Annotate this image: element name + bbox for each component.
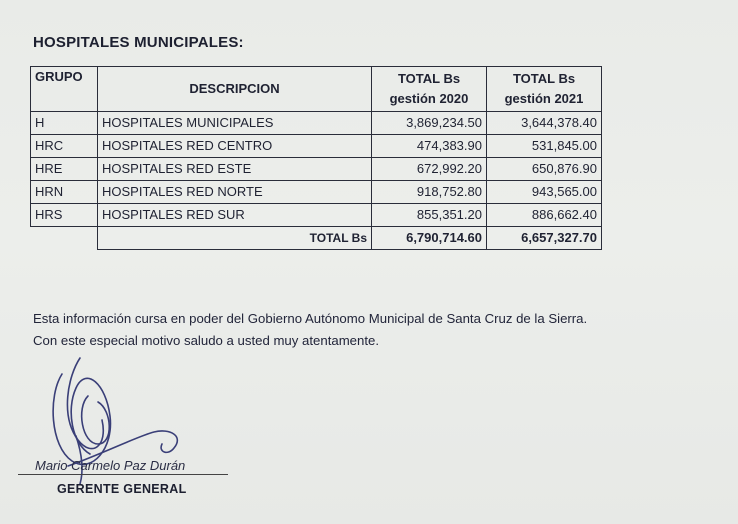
- paragraph-line-1: Esta información cursa en poder del Gobierno Autónomo Municipal de Santa Cruz de la Sierra.: [33, 311, 588, 326]
- header-total-2021-line1: TOTAL Bs: [512, 71, 576, 86]
- grand-total-2020: 6,790,714.60: [372, 227, 487, 250]
- cell-grupo: HRS: [31, 204, 98, 227]
- header-total-2021-line2: gestión 2021: [504, 91, 584, 106]
- cell-descripcion: HOSPITALES RED SUR: [98, 204, 372, 227]
- cell-total-2020: 855,351.20: [372, 204, 487, 227]
- cell-grupo: HRC: [31, 135, 98, 158]
- cell-total-2021: 3,644,378.40: [487, 112, 602, 135]
- cell-descripcion: HOSPITALES RED CENTRO: [98, 135, 372, 158]
- header-total-2020-line1: TOTAL Bs: [397, 71, 461, 86]
- cell-total-2021: 531,845.00: [487, 135, 602, 158]
- cell-grupo: HRN: [31, 181, 98, 204]
- cell-total-2021: 943,565.00: [487, 181, 602, 204]
- table-row: [31, 204, 602, 227]
- cell-total-2020: 918,752.80: [372, 181, 487, 204]
- table-row: [31, 158, 602, 181]
- cell-descripcion: HOSPITALES RED NORTE: [98, 181, 372, 204]
- table-header-row: [31, 67, 602, 112]
- cell-descripcion: HOSPITALES RED ESTE: [98, 158, 372, 181]
- cell-total-2020: 474,383.90: [372, 135, 487, 158]
- cell-grupo: HRE: [31, 158, 98, 181]
- cell-descripcion: HOSPITALES MUNICIPALES: [98, 112, 372, 135]
- signer-title: GERENTE GENERAL: [57, 482, 187, 496]
- signature-line: [18, 474, 228, 475]
- total-row-spacer: [31, 227, 98, 250]
- header-total-2020-line2: gestión 2020: [389, 91, 469, 106]
- grand-total-2021: 6,657,327.70: [487, 227, 602, 250]
- header-total-2021: [487, 67, 602, 112]
- cell-total-2020: 3,869,234.50: [372, 112, 487, 135]
- cell-grupo: H: [31, 112, 98, 135]
- cell-total-2021: 650,876.90: [487, 158, 602, 181]
- cell-total-2020: 672,992.20: [372, 158, 487, 181]
- table-row: [31, 135, 602, 158]
- header-descripcion: DESCRIPCION: [98, 67, 372, 112]
- total-label: TOTAL Bs: [98, 227, 372, 250]
- cell-total-2021: 886,662.40: [487, 204, 602, 227]
- hospital-totals-table: [30, 66, 602, 250]
- signer-name: Mario Carmelo Paz Durán: [35, 458, 186, 473]
- table-row: [31, 181, 602, 204]
- table-row: [31, 112, 602, 135]
- paragraph-line-2: Con este especial motivo saludo a usted muy atentamente.: [33, 333, 380, 348]
- header-grupo: GRUPO: [31, 67, 98, 112]
- header-total-2020: [372, 67, 487, 112]
- total-row: [31, 227, 602, 250]
- section-heading: HOSPITALES MUNICIPALES:: [33, 34, 244, 51]
